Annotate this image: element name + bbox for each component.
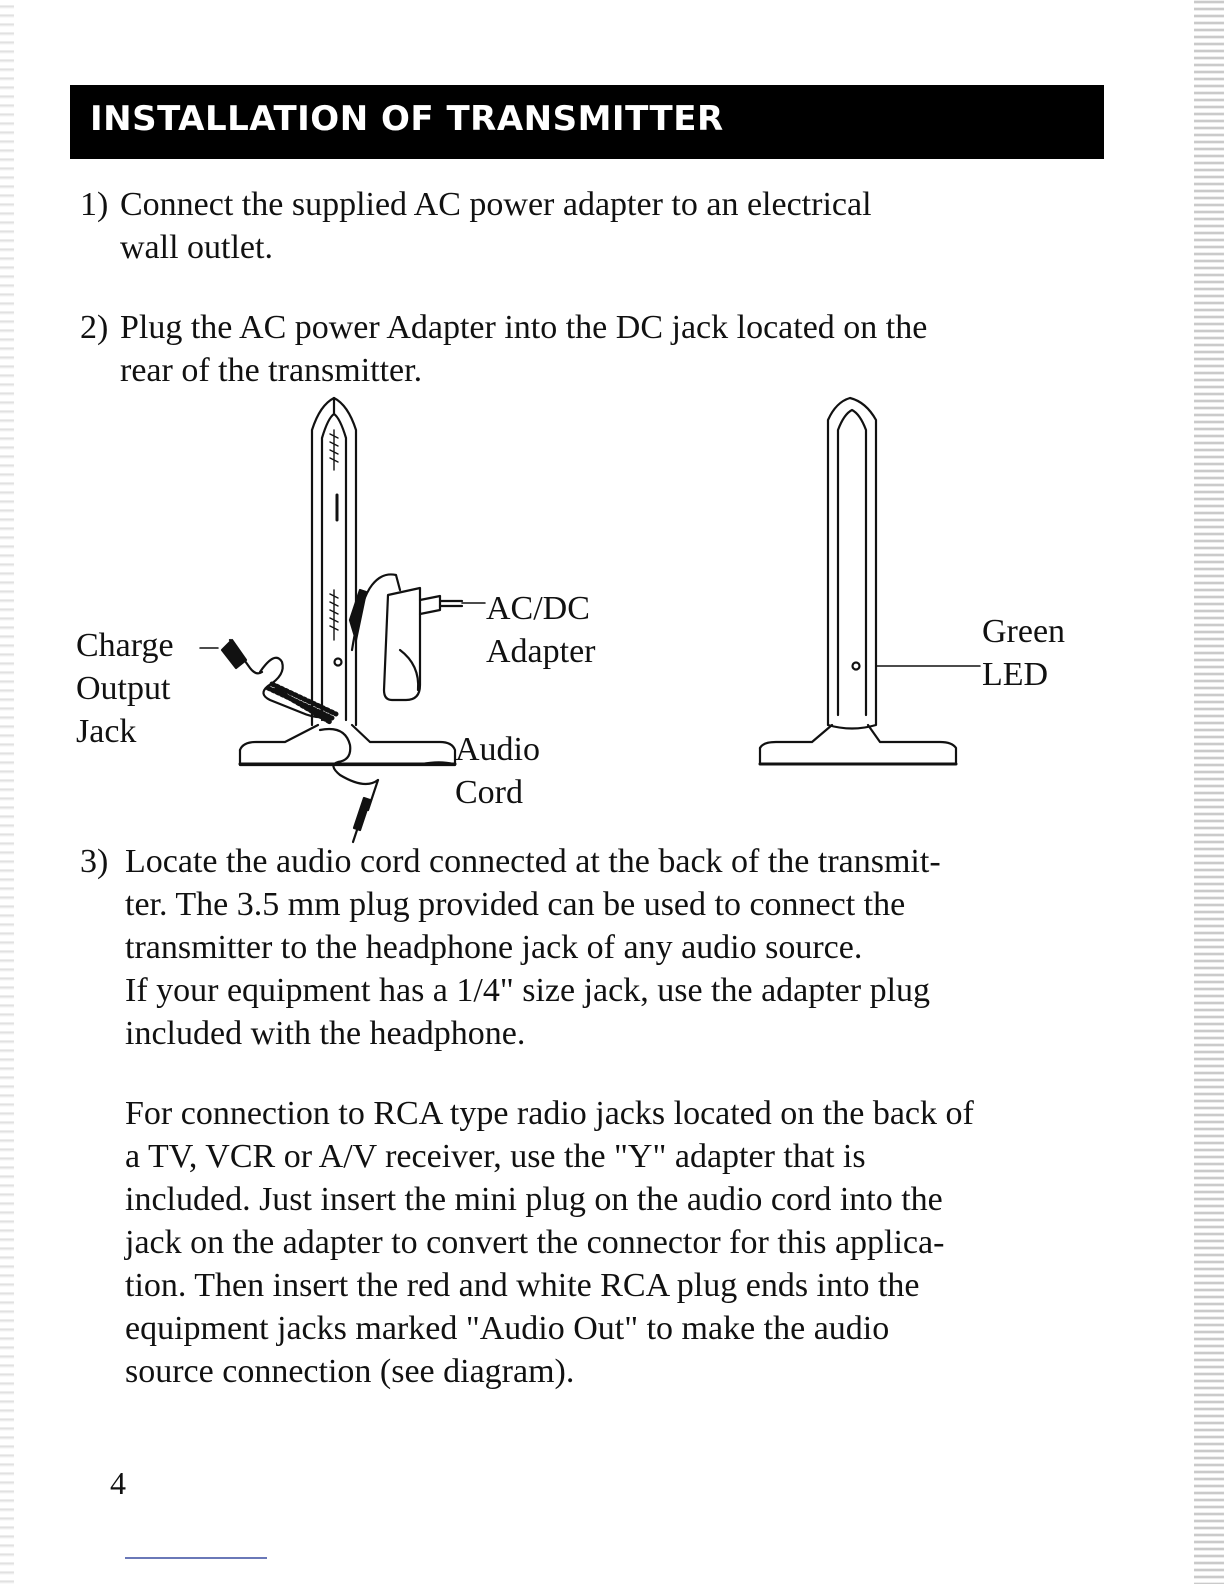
step-1 [80, 183, 1100, 273]
left-tower [312, 398, 356, 725]
rca-connection-paragraph: For connection to RCA type radio jacks located on the back of a TV, VCR or A/V receiver, use the "Y" adapter that is included. Just insert the mini plug on the audio cord into the jack on the adapter to convert the connector for this applica- tion. Then insert the red and white RCA plug ends into the equipment jacks marked "Audio Out" to make the audio source connection (see diagram). [125, 1095, 974, 1390]
left-tower-coil-top [330, 430, 338, 470]
section-title: INSTALLATION OF TRANSMITTER [90, 99, 724, 139]
scan-edge-right [1194, 0, 1224, 1584]
right-base [760, 725, 956, 764]
charge-plug [230, 640, 262, 673]
adapter-body [384, 588, 420, 700]
step-2-text: Plug the AC power Adapter into the DC jack located on the rear of the transmitter. [120, 309, 928, 389]
charge-cord [260, 658, 330, 718]
label-charge-output-jack: Charge Output Jack [76, 627, 174, 750]
label-ac-dc-adapter: AC/DC Adapter [486, 590, 596, 670]
step-1-number: 1) [80, 186, 109, 223]
left-tower-jack [335, 659, 342, 666]
audio-cord [320, 729, 378, 784]
charge-cord-coils [268, 684, 336, 722]
scan-edge-left [0, 0, 14, 1584]
audio-leader [420, 762, 455, 764]
left-tower-coil-mid [330, 590, 338, 640]
left-base [240, 725, 455, 765]
adapter-prongs-mount [420, 596, 440, 614]
audio-cord-tail [368, 780, 378, 810]
section-title-bar [70, 85, 1104, 159]
adapter-cable-a [400, 650, 418, 690]
step-2 [80, 306, 1100, 396]
right-tower [828, 398, 876, 729]
left-base-top [240, 725, 318, 750]
step-1-text: Connect the supplied AC power adapter to an electrical wall outlet. [120, 186, 872, 266]
right-base-top [760, 725, 832, 748]
right-tower-inner [838, 410, 866, 715]
page-number: 4 [110, 1465, 126, 1501]
label-audio-cord: Audio Cord [455, 731, 540, 811]
step-3 [80, 840, 1110, 1060]
left-tower-inner [322, 414, 346, 720]
adapter-cable-b [352, 574, 400, 650]
label-green-led: Green LED [982, 613, 1066, 693]
charge-plug-head [222, 640, 246, 668]
step-2-number: 2) [80, 309, 109, 346]
green-led [853, 663, 860, 670]
step-3-number: 3) [80, 843, 109, 880]
adapter-dc-plug [350, 590, 366, 640]
step-3-text: Locate the audio cord connected at the back of the transmit- ter. The 3.5 mm plug provided can be used to connect the transmitter to the headphone jack of any audio source. If your equipment has a 1/4" size jack, use the adapter plug included with the headphone. [125, 843, 941, 1052]
footer-rule [125, 1557, 267, 1559]
audio-plug [354, 798, 370, 830]
